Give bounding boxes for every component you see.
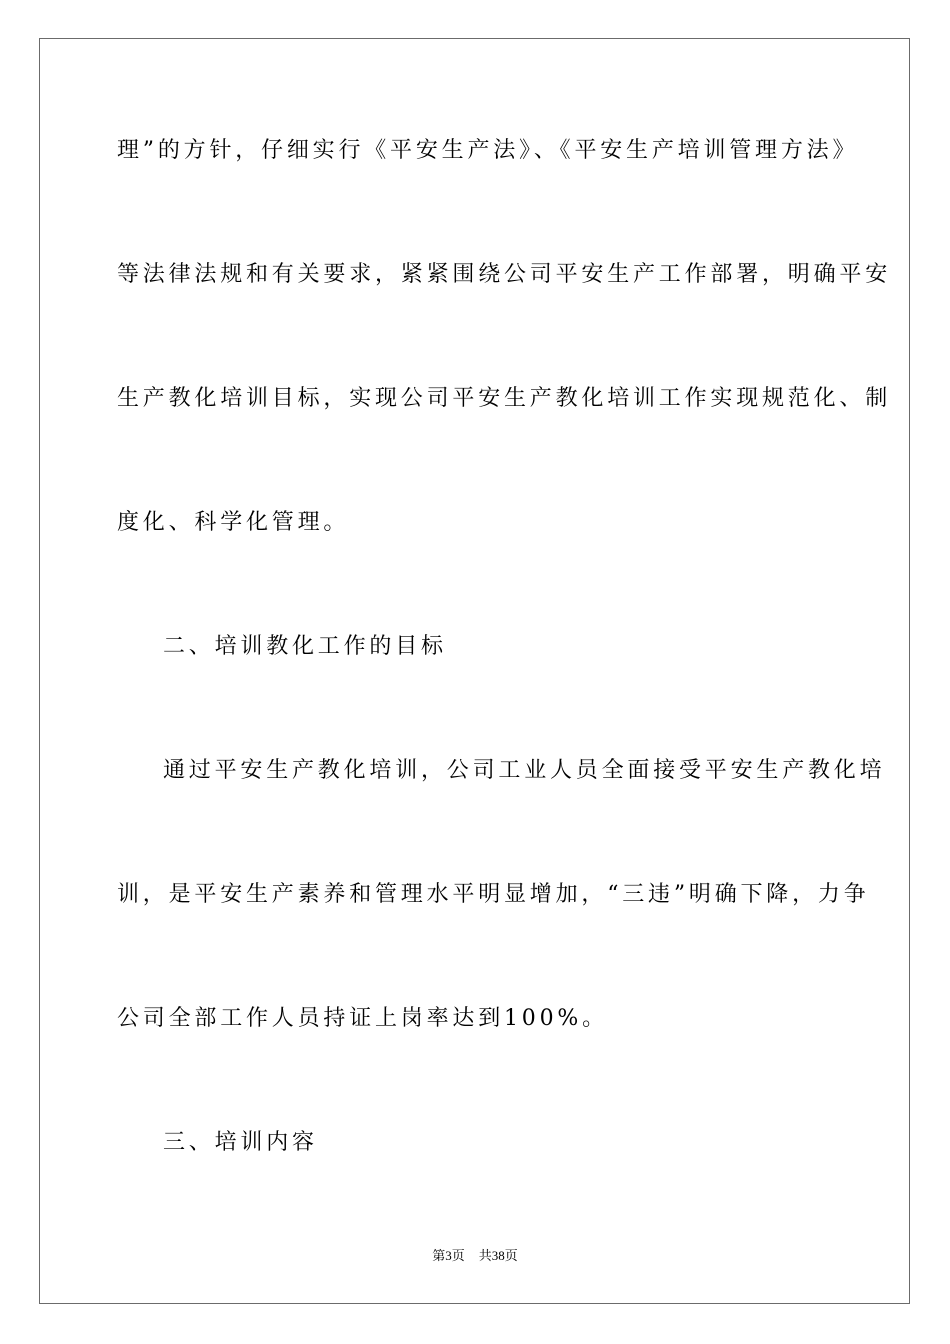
page-footer — [0, 1246, 950, 1266]
page-total: 共38页 — [478, 1248, 518, 1263]
section-heading: 三、培训内容 — [163, 1130, 318, 1155]
body-text-line: 通过平安生产教化培训，公司工业人员全面接受平安生产教化培 — [163, 758, 886, 783]
body-text-line: 理”的方针，仔细实行《平安生产法》、《平安生产培训管理方法》 — [117, 138, 859, 163]
page-frame — [39, 38, 910, 1304]
body-text-line: 公司全部工作人员持证上岗率达到100%。 — [117, 1006, 608, 1031]
page-number: 第3页 — [432, 1248, 465, 1263]
body-text-line: 等法律法规和有关要求，紧紧围绕公司平安生产工作部署，明确平安 — [117, 262, 892, 287]
section-heading: 二、培训教化工作的目标 — [163, 634, 447, 659]
body-text-line: 度化、科学化管理。 — [117, 510, 350, 535]
body-text-line: 生产教化培训目标，实现公司平安生产教化培训工作实现规范化、制 — [117, 386, 892, 411]
body-text-line: 训，是平安生产素养和管理水平明显增加，“三违”明确下降，力争 — [117, 882, 870, 907]
